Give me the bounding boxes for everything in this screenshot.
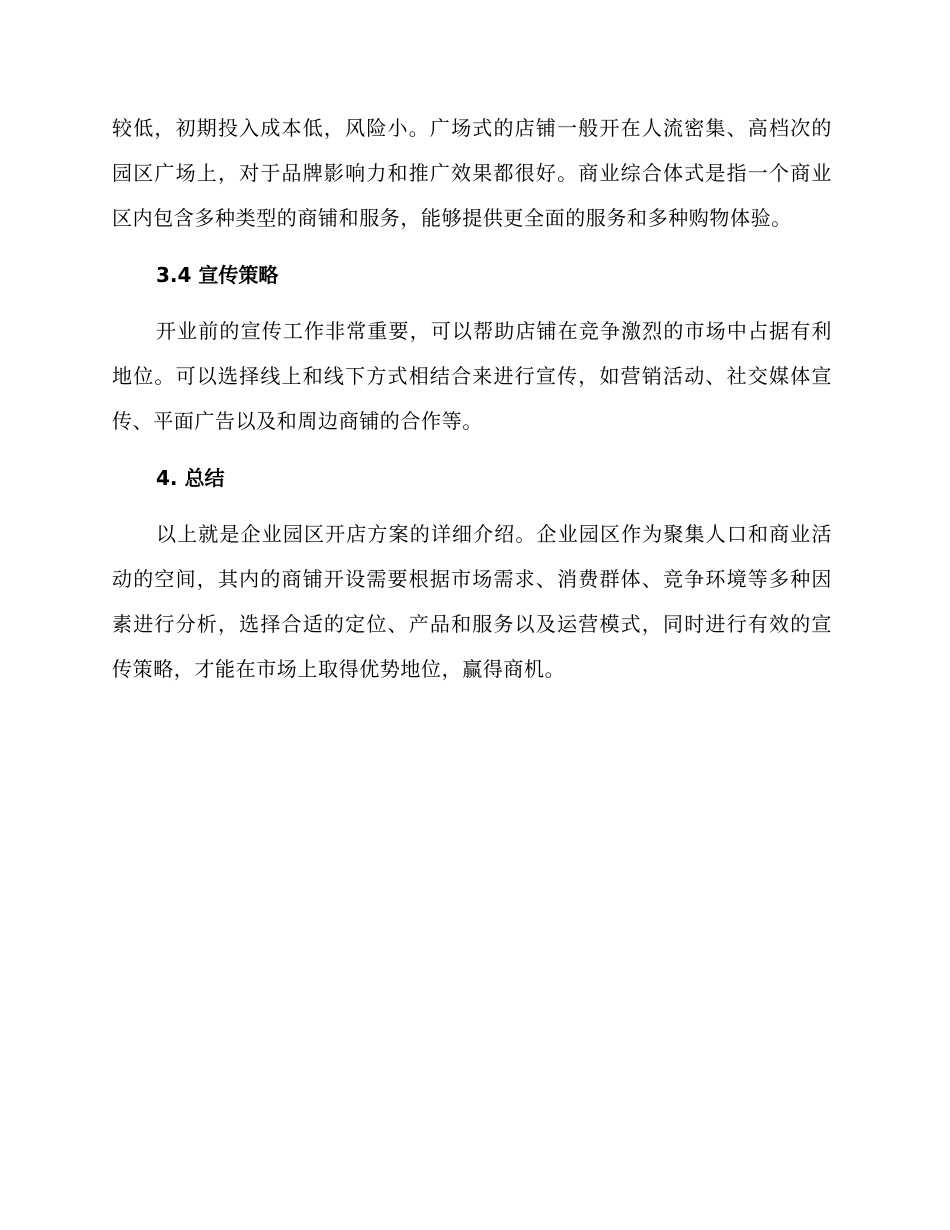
document-body <box>112 106 832 692</box>
section-heading-3-4: 3.4 宣传策略 <box>156 263 279 287</box>
spacer <box>112 501 832 512</box>
spacer <box>112 444 832 456</box>
section-heading-4: 4. 总结 <box>156 466 225 490</box>
paragraph-store-types-continued: 较低，初期投入成本低，风险小。广场式的店铺一般开在人流密集、高档次的园区广场上，对于品牌影响力和推广效果都很好。商业综合体式是指一个商业区内包含多种类型的商铺和服务，能够提供更全面的服务和多种购物体验。 <box>112 116 832 230</box>
paragraph-summary: 以上就是企业园区开店方案的详细介绍。企业园区作为聚集人口和商业活动的空间，其内的商铺开设需要根据市场需求、消费群体、竞争环境等多种因素进行分析，选择合适的定位、产品和服务以及运营模式，同时进行有效的宣传策略，才能在市场上取得优势地位，赢得商机。 <box>112 522 832 681</box>
spacer <box>112 298 832 309</box>
paragraph-promotion-strategy: 开业前的宣传工作非常重要，可以帮助店铺在竞争激烈的市场中占据有利地位。可以选择线上和线下方式相结合来进行宣传，如营销活动、社交媒体宣传、平面广告以及和周边商铺的合作等。 <box>112 319 832 433</box>
spacer <box>112 241 832 253</box>
